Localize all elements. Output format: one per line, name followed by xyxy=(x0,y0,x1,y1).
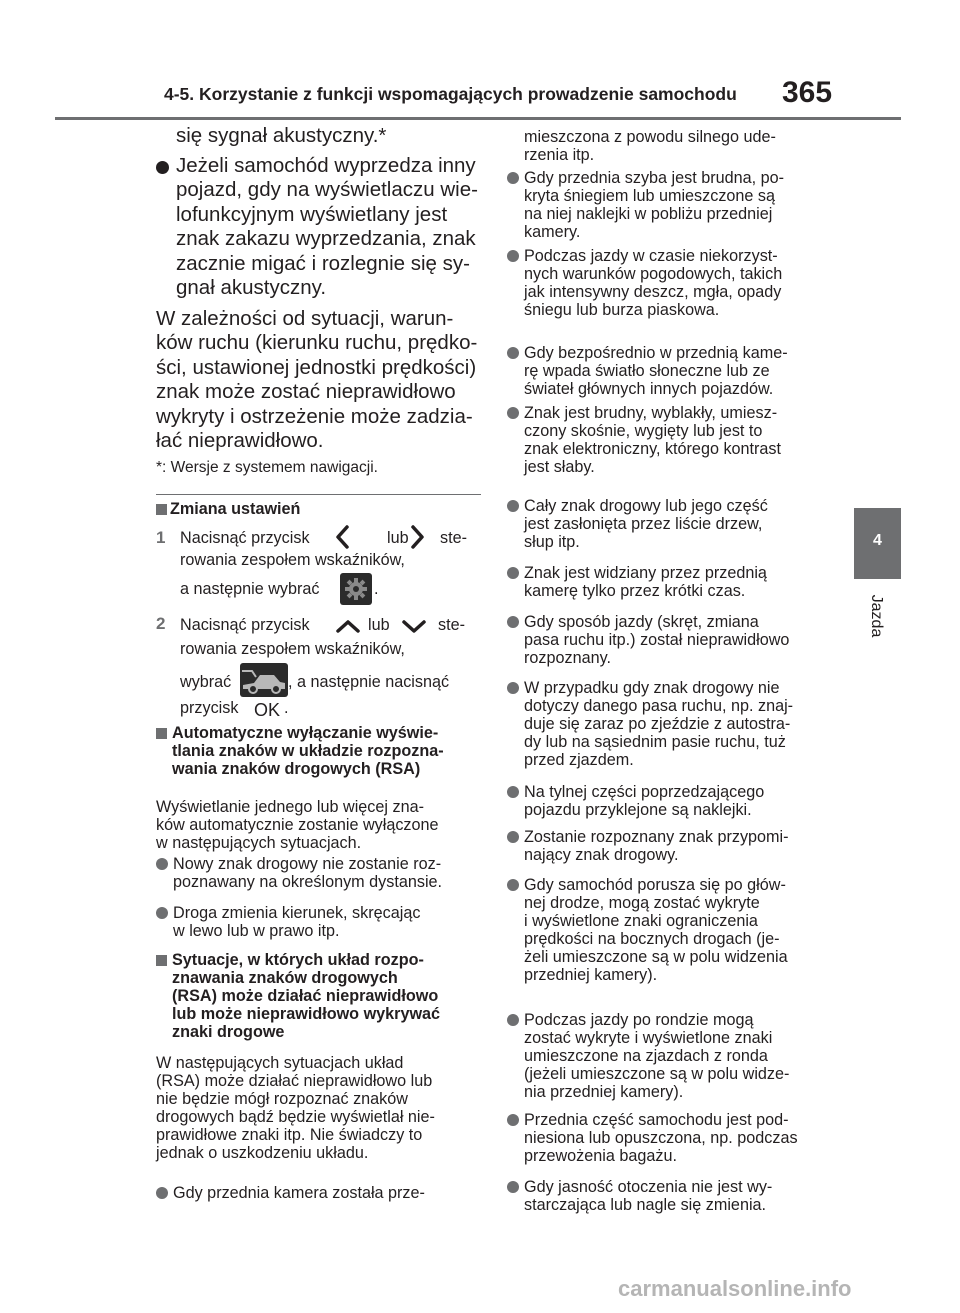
text-line: Podczas jazdy po rondzie mogą xyxy=(524,1011,754,1029)
chapter-label: Jazda xyxy=(868,594,885,638)
bullet-dot xyxy=(156,858,168,870)
right-bullet-item xyxy=(524,404,781,476)
text-line: pasa ruchu itp.) został nieprawidłowo xyxy=(524,631,790,649)
text-line: Zostanie rozpoznany znak przypomi- xyxy=(524,828,789,846)
heading-line: Automatyczne wyłączanie wyświe- xyxy=(172,724,439,742)
right-bullet-item xyxy=(524,828,789,864)
text-line: jest zasłonięta przez liście drzew, xyxy=(524,515,763,533)
text-line: prędkości na bocznych drogach (je- xyxy=(524,930,780,948)
ok-button-icon xyxy=(252,699,286,719)
bullet-dot xyxy=(507,879,519,891)
text-line: żeli umieszczone są w polu widzenia xyxy=(524,948,788,966)
text-line: nia przedniej kamery). xyxy=(524,1083,684,1101)
bullet-dot xyxy=(507,1114,519,1126)
text-line: ści, ustawionej jednostki prędkości) xyxy=(156,355,477,379)
chevron-down-icon xyxy=(400,617,428,635)
text-line: rowania zespołem wskaźników, xyxy=(180,551,405,569)
bullet-overtake xyxy=(176,154,478,300)
step2-line3 xyxy=(180,673,480,693)
heading-line: znawania znaków drogowych xyxy=(172,969,398,987)
bullet-dot xyxy=(156,1187,168,1199)
text-line: Cały znak drogowy lub jego część xyxy=(524,497,768,515)
vehicle-settings-icon xyxy=(240,663,288,697)
text-seg: . xyxy=(284,699,289,717)
step1-line2 xyxy=(180,551,405,569)
text-seg: Nacisnąć przycisk xyxy=(180,616,310,634)
step-number: 2 xyxy=(156,614,166,633)
step2-line2 xyxy=(180,640,405,658)
bullet-dot xyxy=(507,567,519,579)
bullet-dot xyxy=(507,831,519,843)
text-seg: ste- xyxy=(438,616,465,634)
last-bullet xyxy=(173,1184,425,1202)
chevron-right-icon xyxy=(408,524,426,550)
text-line: pojazdu przyklejone są naklejki. xyxy=(524,801,752,819)
text-line: prawidłowe znaki itp. Nie świadczy to xyxy=(156,1126,423,1144)
text-line: i wyświetlone znaki ograniczenia xyxy=(524,912,758,930)
text-line: dy lub na sąsiednim pasie ruchu, tuż xyxy=(524,733,786,751)
text-line: nie będzie mógł rozpoznać znaków xyxy=(156,1090,408,1108)
text-line: poznawany na określonym dystansie. xyxy=(173,873,443,891)
heading-line: znaki drogowe xyxy=(172,1023,285,1041)
text-line: jednak o uszkodzeniu układu. xyxy=(156,1144,369,1162)
text-line: w lewo lub w prawo itp. xyxy=(173,922,340,940)
heading-line: (RSA) może działać nieprawidłowo xyxy=(172,987,439,1005)
text-line: przed zjazdem. xyxy=(524,751,634,769)
heading-malfunction xyxy=(172,951,440,1041)
bullet-dot xyxy=(507,682,519,694)
text-line: kamerę tylko przez krótki czas. xyxy=(524,582,746,600)
footnote: *: Wersje z systemem nawigacji. xyxy=(156,459,378,476)
right-bullet-item xyxy=(524,1011,789,1101)
text-line: mieszczona z powodu silnego ude- xyxy=(524,128,776,146)
header-rule xyxy=(55,117,901,120)
text-line: W zależności od sytuacji, warun- xyxy=(156,307,454,330)
step2-line1 xyxy=(180,616,480,636)
text-line: Wyświetlanie jednego lub więcej zna- xyxy=(156,798,424,816)
bullet-dot xyxy=(507,616,519,628)
bullet-dot xyxy=(507,172,519,184)
text-line: rę wpada światło słoneczne lub ze xyxy=(524,362,770,380)
text-line: gnał akustyczny. xyxy=(176,276,327,300)
heading-settings xyxy=(170,500,300,518)
bullet-auto-off-1 xyxy=(173,855,442,891)
section-divider xyxy=(156,494,481,495)
text-line: Znak jest widziany przez przednią xyxy=(524,564,767,582)
right-bullet-item xyxy=(524,344,788,398)
chevron-left-icon xyxy=(334,524,352,550)
heading-line: lub może nieprawidłowo wykrywać xyxy=(172,1005,441,1023)
text-line: umieszczone na zjazdach z ronda xyxy=(524,1047,768,1065)
right-bullet-item xyxy=(524,679,793,769)
text-line: nych warunków pogodowych, takich xyxy=(524,265,783,283)
text-line: przedniej kamery). xyxy=(524,966,658,984)
right-continuation xyxy=(524,128,776,164)
bullet-dot xyxy=(507,786,519,798)
text-line: pojazd, gdy na wyświetlaczu wie- xyxy=(176,178,478,202)
text-seg: lub xyxy=(387,529,409,547)
intro-line xyxy=(176,124,386,148)
text-line: zostać wykryte i wyświetlone znaki xyxy=(524,1029,773,1047)
section-title: 4-5. Korzystanie z funkcji wspomagających prowadzenie samochodu xyxy=(164,84,737,104)
text-line: Gdy jasność otoczenia nie jest wy- xyxy=(524,1178,773,1196)
text-seg: . xyxy=(374,580,379,598)
right-bullet-item xyxy=(524,1178,772,1214)
heading-marker xyxy=(156,504,167,515)
right-bullet-item xyxy=(524,613,789,667)
text-line: czony skośnie, wygięty lub jest to xyxy=(524,422,763,440)
text-line: nej drodze, mogą zostać wykryte xyxy=(524,894,760,912)
text-line: Gdy samochód porusza się po głów- xyxy=(524,876,786,894)
text-seg: ste- xyxy=(440,529,467,547)
bullet-dot xyxy=(507,407,519,419)
text-line: W następujących sytuacjach układ xyxy=(156,1054,404,1072)
para-auto-off xyxy=(156,798,439,852)
text-seg: wybrać xyxy=(180,673,232,691)
right-bullet-item xyxy=(524,169,784,241)
right-bullet-item xyxy=(524,1111,798,1165)
heading-line: Sytuacje, w których układ rozpo- xyxy=(172,951,424,969)
text-line: wykryty i ostrzeżenie może zadzia- xyxy=(156,404,473,428)
text-line: duje się zaraz po zjeździe z autostra- xyxy=(524,715,791,733)
text-line: dotyczy danego pasa ruchu, np. znaj- xyxy=(524,697,794,715)
text-seg: lub xyxy=(368,616,390,634)
text-line: słup itp. xyxy=(524,533,580,551)
text-line: świateł głównych innych pojazdów. xyxy=(524,380,774,398)
right-bullet-item xyxy=(524,876,788,984)
text-line: rowania zespołem wskaźników, xyxy=(180,640,405,658)
text-line: zacznie migać i rozlegnie się sy- xyxy=(176,251,470,275)
svg-text:OK: OK xyxy=(254,700,281,719)
text-line: Na tylnej części poprzedzającego xyxy=(524,783,765,801)
text-line: Gdy przednia szyba jest brudna, po- xyxy=(524,169,785,187)
text-line: ków automatycznie zostanie wyłączone xyxy=(156,816,439,834)
text-line: Znak jest brudny, wyblakły, umiesz- xyxy=(524,404,778,422)
heading-auto-off xyxy=(172,724,444,778)
chapter-label-wrap xyxy=(846,586,906,646)
text-line: w następujących sytuacjach. xyxy=(156,834,362,852)
text-line: Nowy znak drogowy nie zostanie roz- xyxy=(173,855,442,873)
text-line: (jeżeli umieszczone są w polu widze- xyxy=(524,1065,790,1083)
text-seg: przycisk xyxy=(180,699,239,717)
chapter-number: 4 xyxy=(873,532,882,549)
right-bullet-item xyxy=(524,783,764,819)
text-line: ków ruchu (kierunku ruchu, prędko- xyxy=(156,331,478,355)
bullet-dot xyxy=(156,161,169,174)
para-malfunction xyxy=(156,1054,435,1162)
text-line: W przypadku gdy znak drogowy nie xyxy=(524,679,780,697)
bullet-dot xyxy=(507,1014,519,1026)
bullet-dot xyxy=(507,500,519,512)
text-line: kamery. xyxy=(524,223,581,241)
text-line: śniegu lub burza piaskowa. xyxy=(524,301,720,319)
text-line: łać nieprawidłowo. xyxy=(156,429,324,453)
text-seg: , a następnie nacisnąć xyxy=(288,673,450,691)
text-seg: Nacisnąć przycisk xyxy=(180,529,310,547)
bullet-dot xyxy=(507,347,519,359)
text-line: starczająca lub nagle się zmienia. xyxy=(524,1196,767,1214)
text-line: drogowych bądź będzie wyświetlał nie- xyxy=(156,1108,435,1126)
text-line: Gdy przednia kamera została prze- xyxy=(173,1184,425,1202)
right-bullet-item xyxy=(524,497,768,551)
text-line: rozpoznany. xyxy=(524,649,611,667)
gear-settings-icon xyxy=(340,573,372,605)
text-line: Podczas jazdy w czasie niekorzyst- xyxy=(524,247,778,265)
step1-line1 xyxy=(180,529,480,549)
heading-line: wania znaków drogowych (RSA) xyxy=(172,760,421,778)
page-number: 365 xyxy=(782,76,833,109)
text-seg: a następnie wybrać xyxy=(180,580,320,598)
text-line: niesiona lub opuszczona, np. podczas xyxy=(524,1129,798,1147)
right-bullet-item xyxy=(524,564,767,600)
text-line: nający znak drogowy. xyxy=(524,846,679,864)
text-line: Gdy bezpośrednio w przednią kame- xyxy=(524,344,788,362)
text-line: kryta śniegiem lub umieszczone są xyxy=(524,187,776,205)
intro-text: się sygnał akustyczny.* xyxy=(176,124,387,147)
right-bullet-item xyxy=(524,247,782,319)
paragraph-conditions xyxy=(156,307,477,453)
heading-line: tlania znaków w układzie rozpozna- xyxy=(172,742,444,760)
step2-line4 xyxy=(180,699,320,719)
text-line: przewożenia bagażu. xyxy=(524,1147,677,1165)
chevron-up-icon xyxy=(334,617,362,635)
bullet-dot xyxy=(507,250,519,262)
text-line: Gdy sposób jazdy (skręt, zmiana xyxy=(524,613,759,631)
bullet-dot xyxy=(507,1181,519,1193)
heading-marker xyxy=(156,955,167,966)
text-line: Przednia część samochodu jest pod- xyxy=(524,1111,789,1129)
text-line: Droga zmienia kierunek, skręcając xyxy=(173,904,421,922)
bullet-auto-off-2 xyxy=(173,904,420,940)
text-line: Jeżeli samochód wyprzedza inny xyxy=(176,154,476,177)
text-line: lofunkcyjnym wyświetlany jest xyxy=(176,202,448,226)
step-number: 1 xyxy=(156,528,166,547)
text-line: na niej naklejki w pobliżu przedniej xyxy=(524,205,773,223)
text-line: jak intensywny deszcz, mgła, opady xyxy=(524,283,782,301)
text-line: rzenia itp. xyxy=(524,146,595,164)
text-line: (RSA) może działać nieprawidłowo lub xyxy=(156,1072,433,1090)
text-line: jest słaby. xyxy=(524,458,595,476)
heading-marker xyxy=(156,728,167,739)
text-line: znak elektroniczny, którego kontrast xyxy=(524,440,782,458)
heading-text: Zmiana ustawień xyxy=(170,500,301,518)
text-line: znak może zostać nieprawidłowo xyxy=(156,380,456,404)
bullet-dot xyxy=(156,907,168,919)
text-line: znak zakazu wyprzedzania, znak xyxy=(176,227,476,251)
watermark: carmanualsonline.info xyxy=(618,1276,852,1301)
